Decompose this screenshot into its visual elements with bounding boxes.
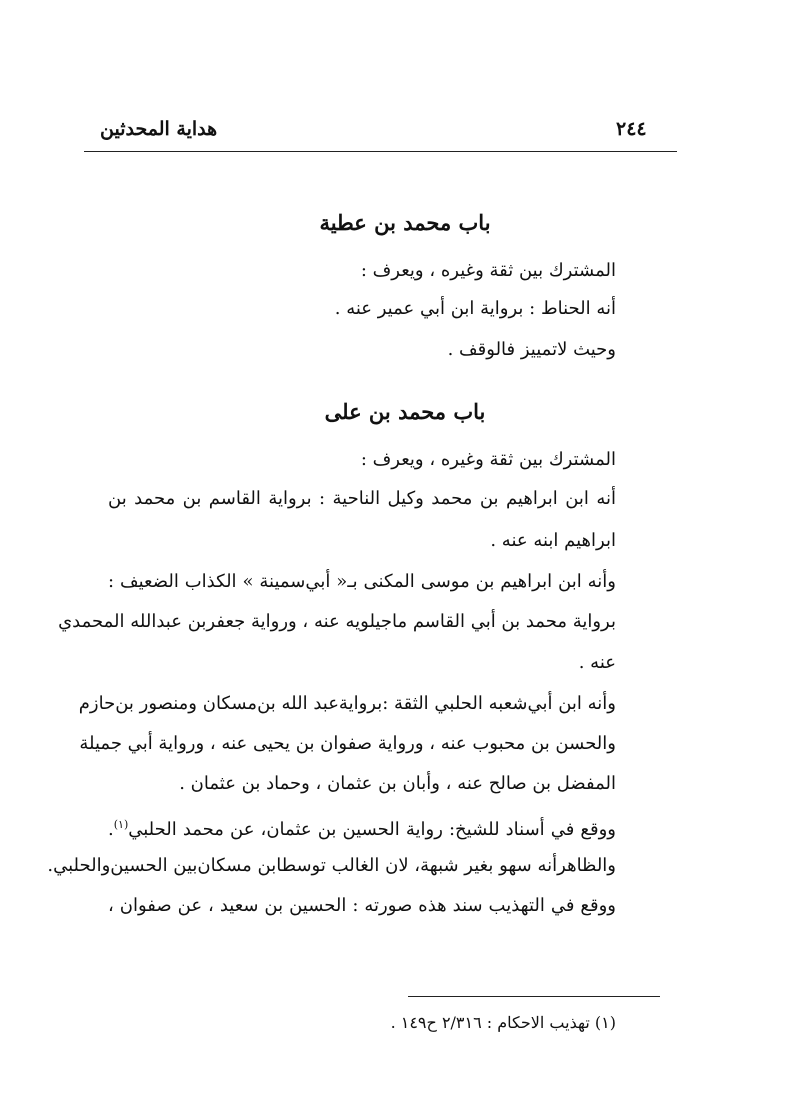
text-line: ووقع في التهذيب سند هذه صورته : الحسين بن سعيد ، عن صفوان ، xyxy=(108,895,616,916)
text-line-with-footnote: ووقع في أسناد للشيخ: رواية الحسين بن عثمان، عن محمد الحلبي$^{(١)}$. xyxy=(108,818,616,840)
text-line: برواية محمد بن أبي القاسم ماجيلويه عنه ، ورواية جعفربن عبدالله المحمدي xyxy=(58,611,616,632)
text-line: أنه ابن ابراهيم بن محمد وكيل الناحية : برواية القاسم بن محمد بن xyxy=(108,488,616,509)
text-line: والظاهرأنه سهو بغير شبهة، لان الغالب توسطابن مسكان‌بين الحسين‌والحلبي. xyxy=(47,855,616,876)
header-rule xyxy=(84,151,677,152)
footnote: (١) تهذيب الاحكام : ٢/٣١٦ ح١٤٩ . xyxy=(390,1013,616,1032)
text-line: أنه الحناط : برواية ابن أبي عمير عنه . xyxy=(334,298,616,319)
text-line: وأنه ابن ابراهيم بن موسى المكنى بـ« أبي‌سمينة » الكذاب الضعيف : xyxy=(108,571,616,592)
text-line: والحسن بن محبوب عنه ، ورواية صفوان بن يحيى عنه ، ورواية أبي جميلة xyxy=(79,733,616,754)
footnote-ref: (١) xyxy=(113,818,129,831)
section-title: باب محمد بن عطية xyxy=(319,210,491,235)
text-line: عنه . xyxy=(578,652,616,673)
text-line: وأنه ابن أبي‌شعبه الحلبي الثقة :برواية‌عبد الله بن‌مسكان ومنصور بن‌حازم xyxy=(78,693,616,714)
text-line: وحيث لاتمييز فالوقف . xyxy=(447,339,616,360)
text-line: المشترك بين ثقة وغيره ، ويعرف : xyxy=(360,260,616,281)
text-line: ابراهيم ابنه عنه . xyxy=(490,530,616,551)
footnote-rule xyxy=(408,996,660,997)
section-title: باب محمد بن على xyxy=(324,399,486,424)
text-line: ووقع في أسناد للشيخ: رواية الحسين بن عثمان، عن محمد الحلبي xyxy=(128,819,616,840)
text-line: المفضل بن صالح عنه ، وأبان بن عثمان ، وحماد بن عثمان . xyxy=(179,773,616,794)
running-title: هداية المحدثين xyxy=(100,118,218,140)
text-line: المشترك بين ثقة وغيره ، ويعرف : xyxy=(360,449,616,470)
page-number: ٢٤٤ xyxy=(616,118,647,140)
